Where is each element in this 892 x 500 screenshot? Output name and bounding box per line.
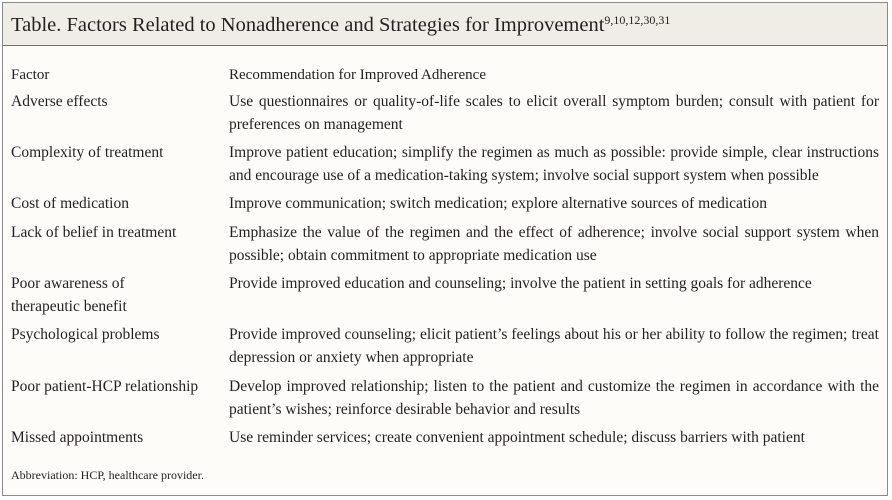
recommendation-cell: Improve communication; switch medication; explore alternative sources of medication [229,195,768,212]
recommendation-cell: Provide improved education and counseling; involve the patient in setting goals for adherence [229,275,812,292]
factor-cell: Poor patient-HCP relationship [11,378,199,395]
table-footnote: Abbreviation: HCP, healthcare provider. [11,468,204,482]
table-frame [2,2,888,496]
title-references: 9,10,12,30,31 [604,13,671,27]
recommendation-cell: Improve patient education; simplify the regimen as much as possible: provide simple, clear instructions and encourage use of a medication-taking system; involve social support system when possible [229,144,879,184]
recommendation-cell: Develop improved relationship; listen to the patient and customize the regimen in accordance with the patient’s wishes; reinforce desirable behavior and results [229,378,879,418]
table-title: Table. Factors Related to Nonadherence and Strategies for Improvement [11,14,605,36]
factor-cell: Psychological problems [11,326,160,343]
recommendation-cell: Provide improved counseling; elicit patient’s feelings about his or her ability to follow the regimen; treat depression or anxiety when appropriate [229,326,879,366]
factor-cell: Lack of belief in treatment [11,224,177,241]
factor-cell: Cost of medication [11,195,129,212]
column-header-recommendation: Recommendation for Improved Adherence [229,67,486,83]
recommendation-cell: Use reminder services; create convenient appointment schedule; discuss barriers with patient [229,429,805,446]
table-title-bar [3,3,887,46]
factor-cell: Adverse effects [11,93,108,110]
column-header-factor: Factor [11,67,50,83]
factor-cell: Poor awareness of therapeutic benefit [11,275,127,315]
recommendation-cell: Emphasize the value of the regimen and the effect of adherence; involve social support system when possible; obtain commitment to appropriate medication use [229,224,879,264]
factor-cell: Complexity of treatment [11,144,164,161]
recommendation-cell: Use questionnaires or quality-of-life scales to elicit overall symptom burden; consult with patient for preferences on management [229,93,879,133]
factor-cell: Missed appointments [11,429,144,446]
